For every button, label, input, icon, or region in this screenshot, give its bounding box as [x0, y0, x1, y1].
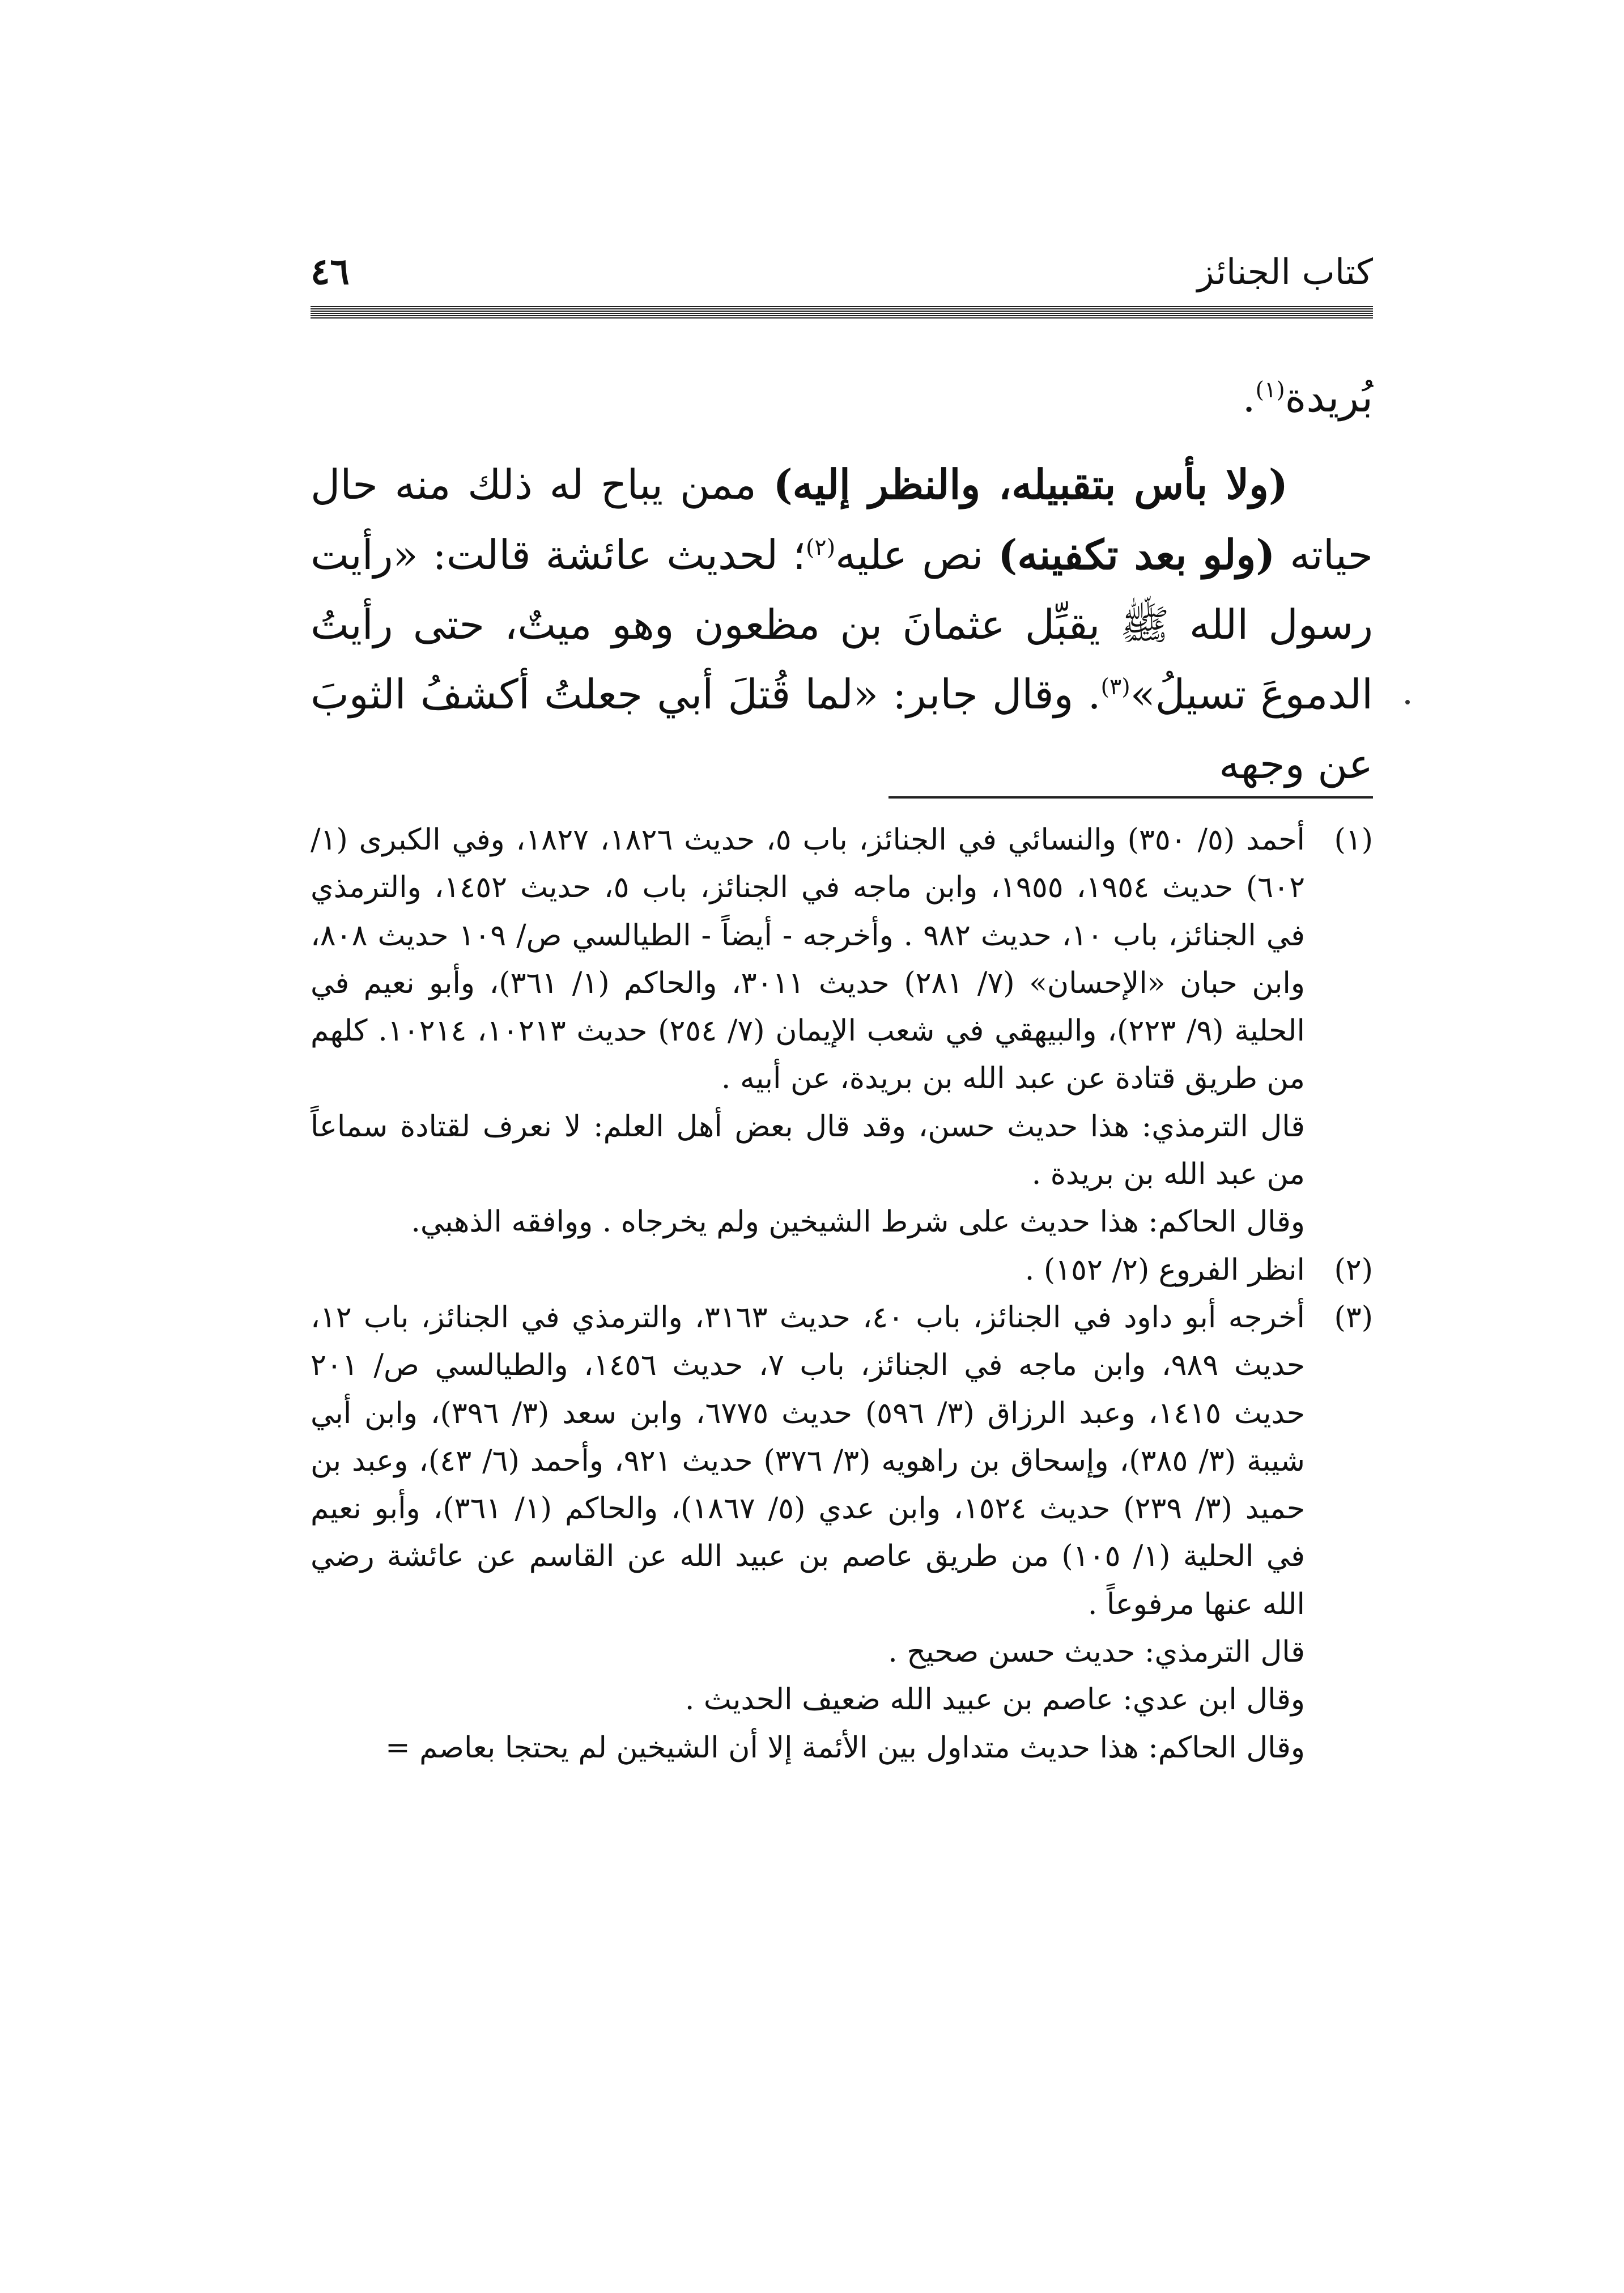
footnote-1 — [311, 816, 1373, 1246]
matn-bold-phrase: (ولو بعد تكفينه) — [998, 530, 1276, 579]
footnotes — [311, 816, 1373, 1772]
main-text-fragment: ؛ لحديث عائشة قالت: «رأيت رسول الله ﷺ يقبِّل عثمانَ بن مظعون وهو ميتٌ، حتى رأيتُ الدموعَ تسيلُ» — [311, 531, 1373, 718]
footnote-ref: (١) — [1255, 377, 1285, 403]
header-rule — [311, 306, 1373, 319]
main-paragraph-2 — [311, 449, 1373, 799]
footnote-2 — [311, 1246, 1373, 1294]
footnote-paragraph: وقال الحاكم: هذا حديث على شرط الشيخين ولم يخرجاه . ووافقه الذهبي. — [411, 1205, 1305, 1239]
footnote-number: (٣) — [1334, 1300, 1373, 1335]
footnote-body — [311, 816, 1305, 1246]
footnote-body — [311, 1294, 1305, 1772]
footnote-paragraph: وقال ابن عدي: عاصم بن عبيد الله ضعيف الحديث . — [685, 1683, 1305, 1717]
section-title: كتاب الجنائز — [1197, 251, 1373, 292]
main-text-fragment: نص عليه — [835, 531, 998, 579]
margin-dot — [1405, 700, 1410, 704]
footnote-paragraph: قال الترمذي: هذا حديث حسن، وقد قال بعض أهل العلم: لا نعرف لقتادة سماعاً من عبد الله بن بريدة . — [311, 1109, 1305, 1192]
footnote-body — [311, 1246, 1305, 1294]
main-text — [311, 363, 1373, 799]
footnote-ref: (٣) — [1100, 674, 1130, 700]
footnote-number: (٢) — [1334, 1252, 1373, 1287]
footnote-number: (١) — [1334, 823, 1373, 857]
main-paragraph-1 — [311, 363, 1373, 432]
footnote-3 — [311, 1294, 1373, 1772]
main-text-fragment: . وقال جابر: «لما قُتلَ أبي جعلتُ أكشفُ الثوبَ عن وجهه — [311, 670, 1373, 788]
footnote-paragraph: قال الترمذي: حديث حسن صحيح . — [888, 1635, 1305, 1670]
footnote-ref: (٢) — [805, 534, 836, 560]
footnote-paragraph: وقال الحاكم: هذا حديث متداول بين الأئمة إلا أن الشيخين لم يحتجا بعاصم = — [385, 1730, 1305, 1765]
page-header — [311, 244, 1373, 300]
footnote-paragraph: أخرجه أبو داود في الجنائز، باب ٤٠، حديث ٣١٦٣، والترمذي في الجنائز، باب ١٢، حديث ٩٨٩، وابن ماجه في الجنائز، باب ٧، حديث ١٤٥٦، والطيالسي ص/ ٢٠١ حديث ١٤١٥، وعبد الرزاق (٣/ ٥٩٦) حديث ٦٧٧٥، وابن سعد (٣/ ٣٩٦)، وابن أبي شيبة (٣/ ٣٨٥)، وإسحاق بن راهويه (٣/ ٣٧٦) حديث ٩٢١، وأحمد (٦/ ٤٣)، وعبد بن حميد (٣/ ٢٣٩) حديث ١٥٢٤، وابن عدي (٥/ ١٨٦٧)، والحاكم (١/ ٣٦١)، وأبو نعيم في الحلية (١/ ١٠٥) من طريق عاصم بن عبيد الله عن القاسم عن عائشة رضي الله عنها مرفوعاً . — [311, 1300, 1305, 1621]
main-text-fragment: ممن يباح له ذلك منه حال حياته — [311, 461, 1374, 579]
page-number: ٤٦ — [311, 250, 350, 293]
footnote-separator — [888, 796, 1373, 799]
footnote-paragraph: انظر الفروع (٢/ ١٥٢) . — [1024, 1252, 1305, 1287]
footnote-paragraph: أحمد (٥/ ٣٥٠) والنسائي في الجنائز، باب ٥، حديث ١٨٢٦، ١٨٢٧، وفي الكبرى (١/ ٦٠٢) حديث ١٩٥٤، ١٩٥٥، وابن ماجه في الجنائز، باب ٥، حديث ١٤٥٢، والترمذي في الجنائز، باب ١٠، حديث ٩٨٢ . وأخرجه - أيضاً - الطيالسي ص/ ١٠٩ حديث ٨٠٨، وابن حبان «الإحسان» (٧/ ٢٨١) حديث ٣٠١١، والحاكم (١/ ٣٦١)، وأبو نعيم في الحلية (٩/ ٢٢٣)، والبيهقي في شعب الإيمان (٧/ ٢٥٤) حديث ١٠٢١٣، ١٠٢١٤. كلهم من طريق قتادة عن عبد الله بن بريدة، عن أبيه . — [311, 823, 1306, 1096]
main-text-fragment: بُريدة — [1285, 373, 1373, 421]
matn-bold-phrase: (ولا بأس بتقبيله، والنظر إليه) — [773, 460, 1288, 508]
main-text-fragment: . — [1242, 373, 1256, 421]
